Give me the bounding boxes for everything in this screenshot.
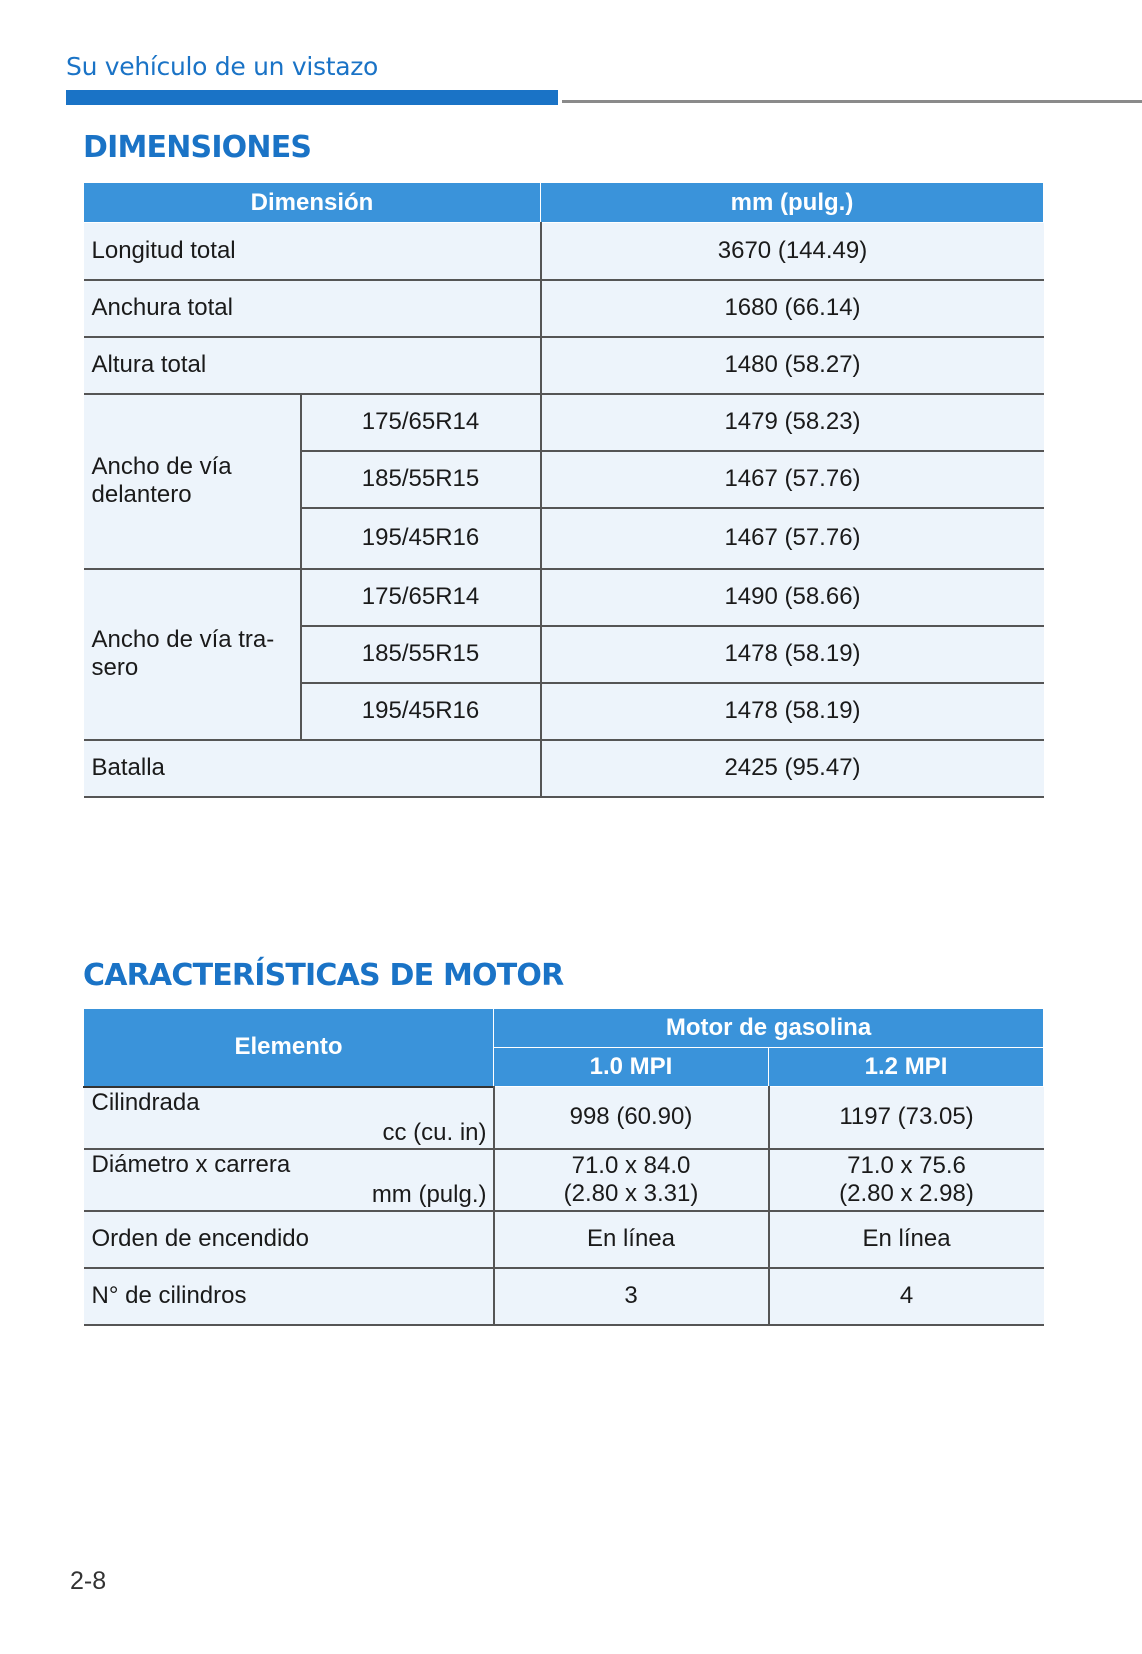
col-header-dimension: Dimensión [84,183,541,223]
row-unit: cc (cu. in) [382,1118,487,1146]
row-value: 71.0 x 75.6 [847,1151,966,1179]
row-label: Anchura total [84,280,541,337]
row-unit: mm (pulg.) [371,1180,487,1208]
row-label: Altura total [84,337,541,394]
row-label: Orden de encendido [84,1211,494,1268]
header-rule [562,100,1142,103]
row-value: 1478 (58.19) [541,626,1044,683]
col-header-motor: Motor de gasolina [494,1009,1044,1048]
tire-size: 175/65R14 [301,569,541,626]
row-value: 1480 (58.27) [541,337,1044,394]
table-row [84,740,1044,797]
row-value: 3 [494,1268,769,1325]
row-value: 2425 (95.47) [541,740,1044,797]
row-value: 998 (60.90) [494,1087,769,1149]
row-value: 1467 (57.76) [541,451,1044,508]
tire-size: 175/65R14 [301,394,541,451]
col-header-elemento: Elemento [84,1009,494,1087]
table-row [84,337,1044,394]
row-value: 1479 (58.23) [541,394,1044,451]
row-label: Cilindrada [91,1088,200,1116]
tire-size: 185/55R15 [301,626,541,683]
motor-title: CARACTERÍSTICAS DE MOTOR [83,958,564,993]
row-value: (2.80 x 3.31) [563,1179,699,1207]
col-header-mm: mm (pulg.) [541,183,1044,223]
table-row [84,1087,1044,1149]
page-number: 2-8 [70,1567,107,1595]
row-value: 1197 (73.05) [769,1087,1044,1149]
row-label: N° de cilindros [84,1268,494,1325]
dimensions-title: DIMENSIONES [83,130,312,165]
col-header-mpi10: 1.0 MPI [494,1048,769,1087]
row-value: 1467 (57.76) [541,508,1044,569]
row-label: Ancho de vía tra-sero [84,569,301,740]
dimensions-table [83,182,1044,798]
row-value: 1478 (58.19) [541,683,1044,740]
table-row [84,394,1044,451]
row-value: 1490 (58.66) [541,569,1044,626]
row-label: Diámetro x carrera [91,1150,291,1178]
table-row [84,223,1044,280]
row-value: En línea [494,1211,769,1268]
row-label-cell [84,1149,494,1211]
col-header-mpi12: 1.2 MPI [769,1048,1044,1087]
row-value-cell [494,1149,769,1211]
row-value-cell [769,1149,1044,1211]
row-label: Ancho de vía delantero [84,394,301,569]
table-row [84,569,1044,626]
row-value: 4 [769,1268,1044,1325]
row-label: Batalla [84,740,541,797]
table-row [84,1211,1044,1268]
row-value: En línea [769,1211,1044,1268]
motor-table [83,1008,1044,1326]
running-header: Su vehículo de un vistazo [66,52,379,81]
row-value: 3670 (144.49) [541,223,1044,280]
row-label-cell [84,1087,494,1149]
row-value: 1680 (66.14) [541,280,1044,337]
tire-size: 185/55R15 [301,451,541,508]
table-row [84,1149,1044,1211]
row-label: Longitud total [84,223,541,280]
row-value: (2.80 x 2.98) [839,1179,974,1207]
table-row [84,280,1044,337]
tire-size: 195/45R16 [301,683,541,740]
table-row [84,1268,1044,1325]
row-value: 71.0 x 84.0 [571,1151,691,1179]
tire-size: 195/45R16 [301,508,541,569]
header-accent-bar [66,90,558,105]
